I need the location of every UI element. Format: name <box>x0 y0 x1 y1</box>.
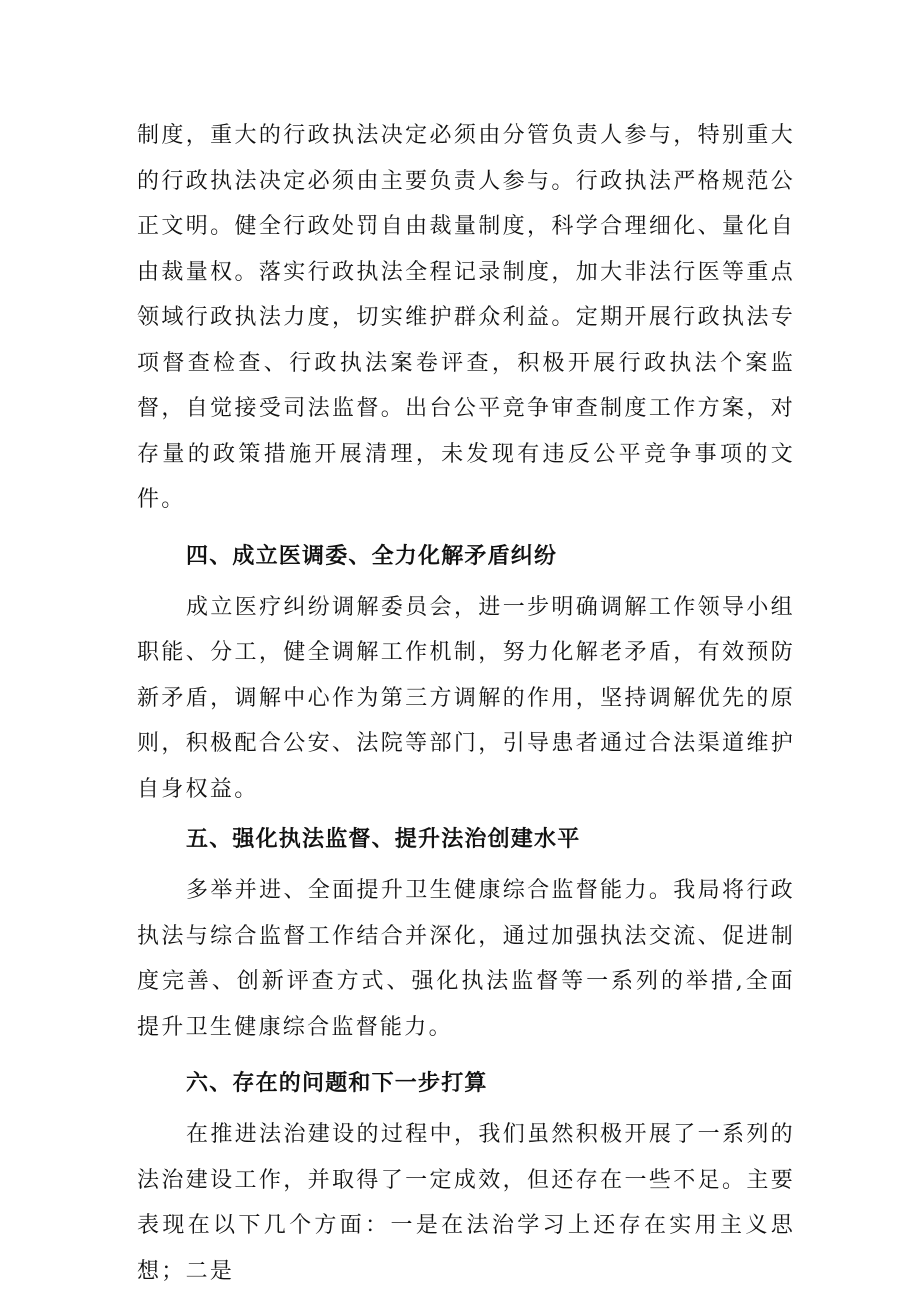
section-heading-6: 六、存在的问题和下一步打算 <box>186 1071 488 1096</box>
paragraph-continued: 制度，重大的行政执法决定必须由分管负责人参与，特别重大的行政执法决定必须由主要负责人参与。行政执法严格规范公正文明。健全行政处罚自由裁量制度，科学合理细化、量化自由裁量权。落实行政执法全程记录制度，加大非法行医等重点领域行政执法力度，切实维护群众利益。定期开展行政执法专项督查检查、行政执法案卷评查，积极开展行政执法个案监督，自觉接受司法监督。出台公平竞争审查制度工作方案，对存量的政策措施开展清理，未发现有违反公平竞争事项的文件。 <box>137 123 795 512</box>
section-heading-4: 四、成立医调委、全力化解矛盾纠纷 <box>186 543 558 569</box>
section-heading-5: 五、强化执法监督、提升法治创建水平 <box>186 827 581 852</box>
paragraph-section-4: 成立医疗纠纷调解委员会，进一步明确调解工作领导小组职能、分工，健全调解工作机制，努力化解老矛盾，有效预防新矛盾，调解中心作为第三方调解的作用，坚持调解优先的原则，积极配合公安、法院等部门，引导患者通过合法渠道维护自身权益。 <box>137 594 795 802</box>
document-body <box>137 113 795 1294</box>
paragraph-section-5: 多举并进、全面提升卫生健康综合监督能力。我局将行政执法与综合监督工作结合并深化，通过加强执法交流、促进制度完善、创新评查方式、强化执法监督等一系列的举措,全面提升卫生健康综合监督能力。 <box>137 878 795 1040</box>
paragraph-section-6: 在推进法治建设的过程中，我们虽然积极开展了一系列的法治建设工作，并取得了一定成效，但还存在一些不足。主要表现在以下几个方面：一是在法治学习上还存在实用主义思想；二是 <box>137 1122 795 1284</box>
